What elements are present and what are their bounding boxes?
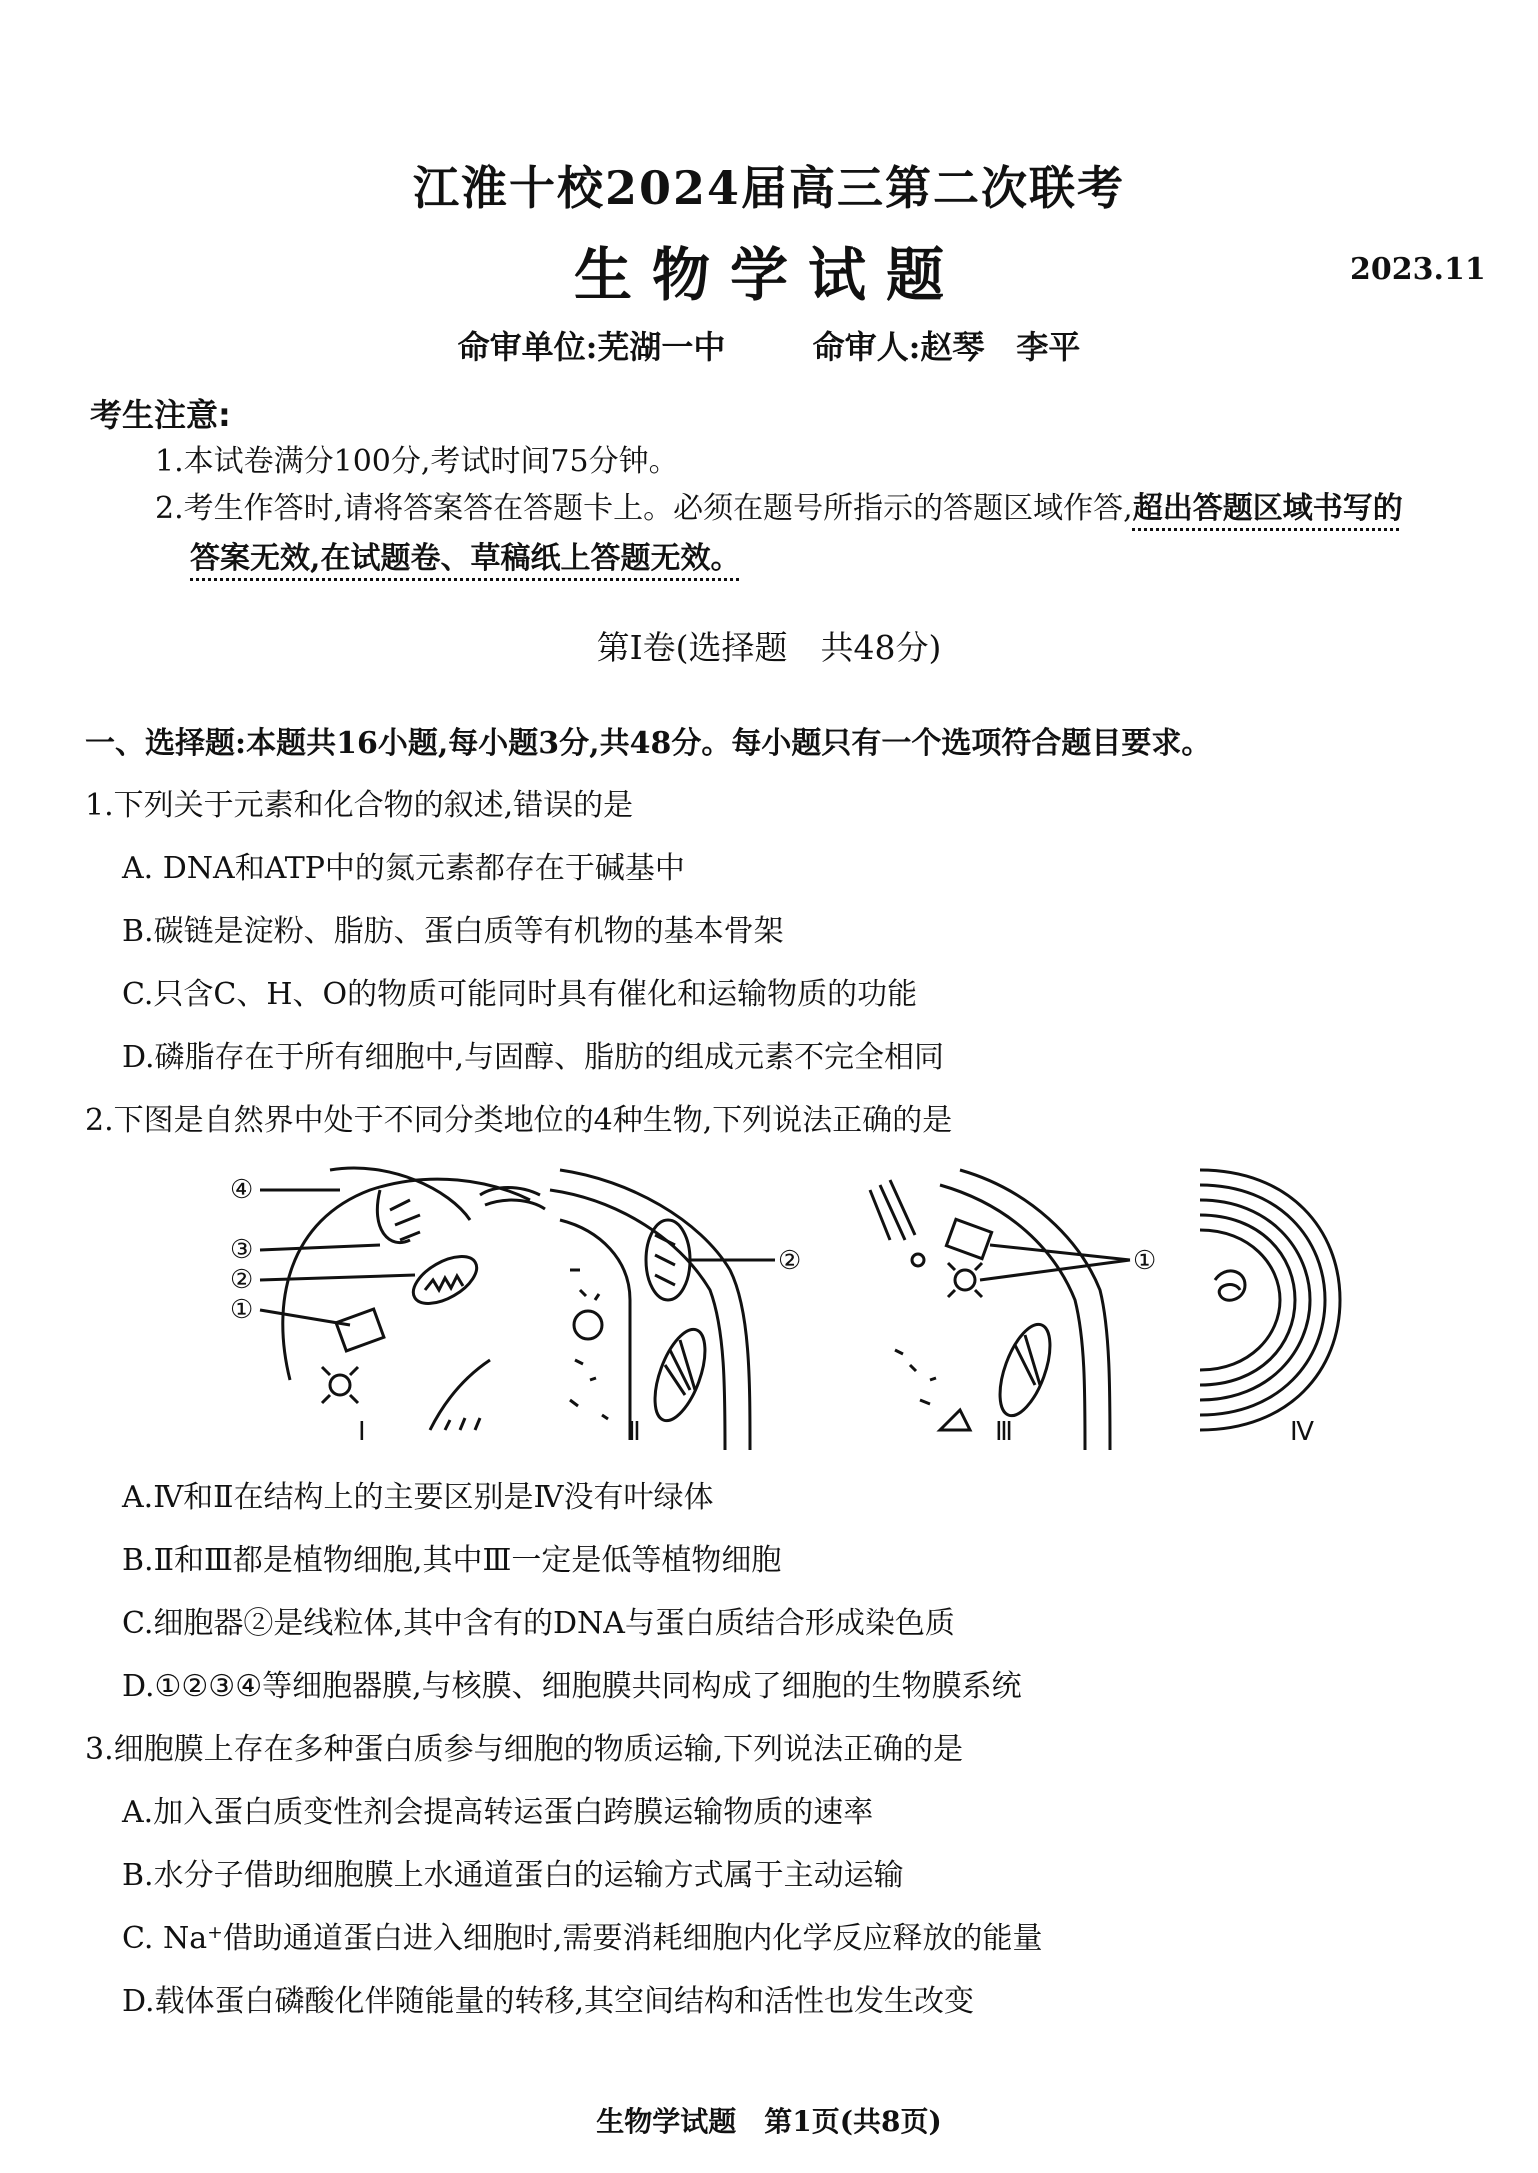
page-footer: 生物学试题 第1页(共8页) xyxy=(596,2105,942,2138)
q3-option-b: B.水分子借助细胞膜上水通道蛋白的运输方式属于主动运输 xyxy=(122,1858,904,1893)
reviewers: 命审人:赵琴 李平 xyxy=(812,328,1081,366)
q3-stem: 3.细胞膜上存在多种蛋白质参与细胞的物质运输,下列说法正确的是 xyxy=(85,1732,964,1767)
notice-item-2-continued: 答案无效,在试题卷、草稿纸上答题无效。 xyxy=(190,541,741,576)
notice-item-1: 1.本试卷满分100分,考试时间75分钟。 xyxy=(155,444,679,479)
notice-item-2 xyxy=(155,483,1403,527)
q3-option-c: C. Na⁺借助通道蛋白进入细胞时,需要消耗细胞内化学反应释放的能量 xyxy=(122,1921,1043,1956)
q3-option-d: D.载体蛋白磷酸化伴随能量的转移,其空间结构和活性也发生改变 xyxy=(122,1984,975,2019)
q1-option-b: B.碳链是淀粉、脂肪、蛋白质等有机物的基本骨架 xyxy=(122,914,784,949)
cell-ii-drawing xyxy=(550,1170,775,1450)
marker-i-2: ② xyxy=(230,1265,254,1294)
marker-i-1: ① xyxy=(230,1295,254,1324)
notice-item-2-emphasis: 超出答题区域书写的 xyxy=(1132,491,1403,526)
authors-line xyxy=(0,322,1538,368)
marker-ii-2: ② xyxy=(778,1246,802,1275)
marker-iii-1: ① xyxy=(1133,1246,1157,1275)
marker-i-4: ④ xyxy=(230,1175,254,1204)
q2-stem: 2.下图是自然界中处于不同分类地位的4种生物,下列说法正确的是 xyxy=(85,1103,953,1138)
q1-option-a: A. DNA和ATP中的氮元素都存在于碱基中 xyxy=(122,851,685,886)
q2-option-c: C.细胞器②是线粒体,其中含有的DNA与蛋白质结合形成染色质 xyxy=(122,1606,955,1641)
cell-label-iv: Ⅳ xyxy=(1290,1417,1314,1446)
review-unit: 命审单位:芜湖一中 xyxy=(457,328,726,366)
cell-label-i: Ⅰ xyxy=(358,1417,366,1446)
exam-subject-title: 生物学试题 xyxy=(573,241,964,309)
q1-stem: 1.下列关于元素和化合物的叙述,错误的是 xyxy=(85,788,634,823)
q2-option-d: D.①②③④等细胞器膜,与核膜、细胞膜共同构成了细胞的生物膜系统 xyxy=(122,1669,1022,1704)
marker-i-3: ③ xyxy=(230,1235,254,1264)
cell-label-iii: Ⅲ xyxy=(995,1417,1013,1446)
cell-iii-drawing xyxy=(870,1170,1130,1450)
cell-i-drawing xyxy=(260,1168,545,1430)
q1-option-d: D.磷脂存在于所有细胞中,与固醇、脂肪的组成元素不完全相同 xyxy=(122,1040,945,1075)
notice-heading: 考生注意: xyxy=(90,396,231,434)
exam-series-title: 江淮十校2024届高三第二次联考 xyxy=(412,161,1126,215)
q2-option-b: B.Ⅱ和Ⅲ都是植物细胞,其中Ⅲ一定是低等植物细胞 xyxy=(122,1543,782,1578)
cell-diagram-figure xyxy=(230,1150,1350,1450)
section-title: 一、选择题:本题共16小题,每小题3分,共48分。每小题只有一个选项符合题目要求。 xyxy=(85,726,1212,761)
q1-option-c: C.只含C、H、O的物质可能同时具有催化和运输物质的功能 xyxy=(122,977,918,1012)
part-title: 第Ⅰ卷(选择题 共48分) xyxy=(596,628,942,667)
notice-item-2-text: 2.考生作答时,请将答案答在答题卡上。必须在题号所指示的答题区域作答, xyxy=(155,491,1133,526)
q2-option-a: A.Ⅳ和Ⅱ在结构上的主要区别是Ⅳ没有叶绿体 xyxy=(122,1480,714,1515)
q3-option-a: A.加入蛋白质变性剂会提高转运蛋白跨膜运输物质的速率 xyxy=(122,1795,874,1830)
cell-iv-drawing xyxy=(1200,1170,1340,1430)
exam-date: 2023.11 xyxy=(1350,252,1486,287)
cell-label-ii: Ⅱ xyxy=(628,1417,641,1446)
